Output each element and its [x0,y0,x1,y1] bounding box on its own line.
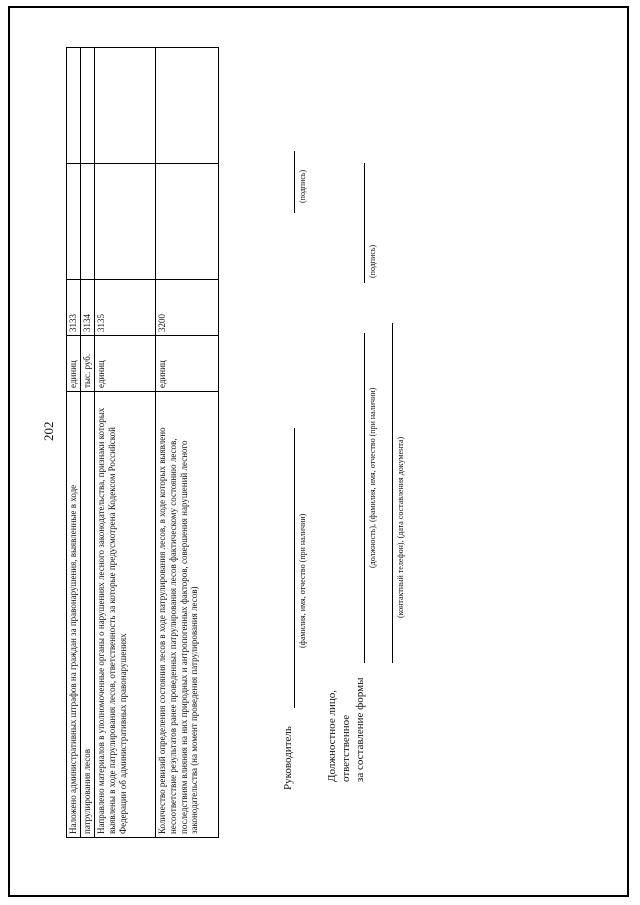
row-description: Количество ревизий определения состояния лесов в ходе патрулирования лесов, в ходе которых выявлено несоответствие результатов ранее проведенных патрулирования лесов фактическому состоянию лесов, последствиям влияния на них природных и антропогенных факторов, совершения нарушений лесного законодательства (на момент проведения патрулирования лесов) [156,392,219,838]
table-row [95,48,156,838]
row-value-cell [156,48,219,164]
rotated-content [66,48,405,838]
row-value-cell [81,48,95,164]
row-description: Наложено административных штрафов на граждан за правонарушения, выявленные в ходе [67,392,81,838]
official-label-3: за составление формы [354,677,366,782]
head-name-caption: (фамилия, имя, отчество (при наличии) [298,513,307,648]
row-code: 3135 [95,280,156,336]
contact-caption: (контактный телефон), (дата составления документа) [396,436,405,618]
row-unit: единиц [156,336,219,392]
row-value-cell [67,164,81,280]
page-number: 202 [41,421,56,441]
official-name-caption: (должность), (фамилия, имя, отчество (при наличии) [368,387,377,568]
row-unit: единиц [67,336,81,392]
row-value-cell [95,48,156,164]
head-signature-caption: (подпись) [298,169,307,203]
contact-line [392,323,393,663]
row-value-cell [67,48,81,164]
row-unit: единиц [95,336,156,392]
table-row [156,48,219,838]
row-code: 3134 [81,280,95,336]
table-row [67,48,81,838]
row-value-cell [156,164,219,280]
official-signature-caption: (подпись) [368,244,377,278]
row-description: Направлено материалов в уполномоченные органы о нарушениях лесного законодательства, признаки которых выявлены в ходе патрулирования лесов, ответственность за которые предусмотрена Кодексом Российской Федерации об административных правонарушениях [95,392,156,838]
official-label-1: Должностное лицо, [326,690,338,782]
head-name-line [294,428,295,708]
row-value-cell [81,164,95,280]
row-description: патрулирования лесов [81,392,95,838]
head-signature-line [294,151,295,213]
row-code: 3133 [67,280,81,336]
table-row [81,48,95,838]
official-name-line [364,333,365,663]
head-label: Руководитель [282,726,294,790]
report-table [66,47,219,838]
row-value-cell [95,164,156,280]
row-code: 3200 [156,280,219,336]
row-unit: тыс. руб. [81,336,95,392]
official-label-2: ответственное [340,714,352,782]
official-signature-line [364,163,365,283]
